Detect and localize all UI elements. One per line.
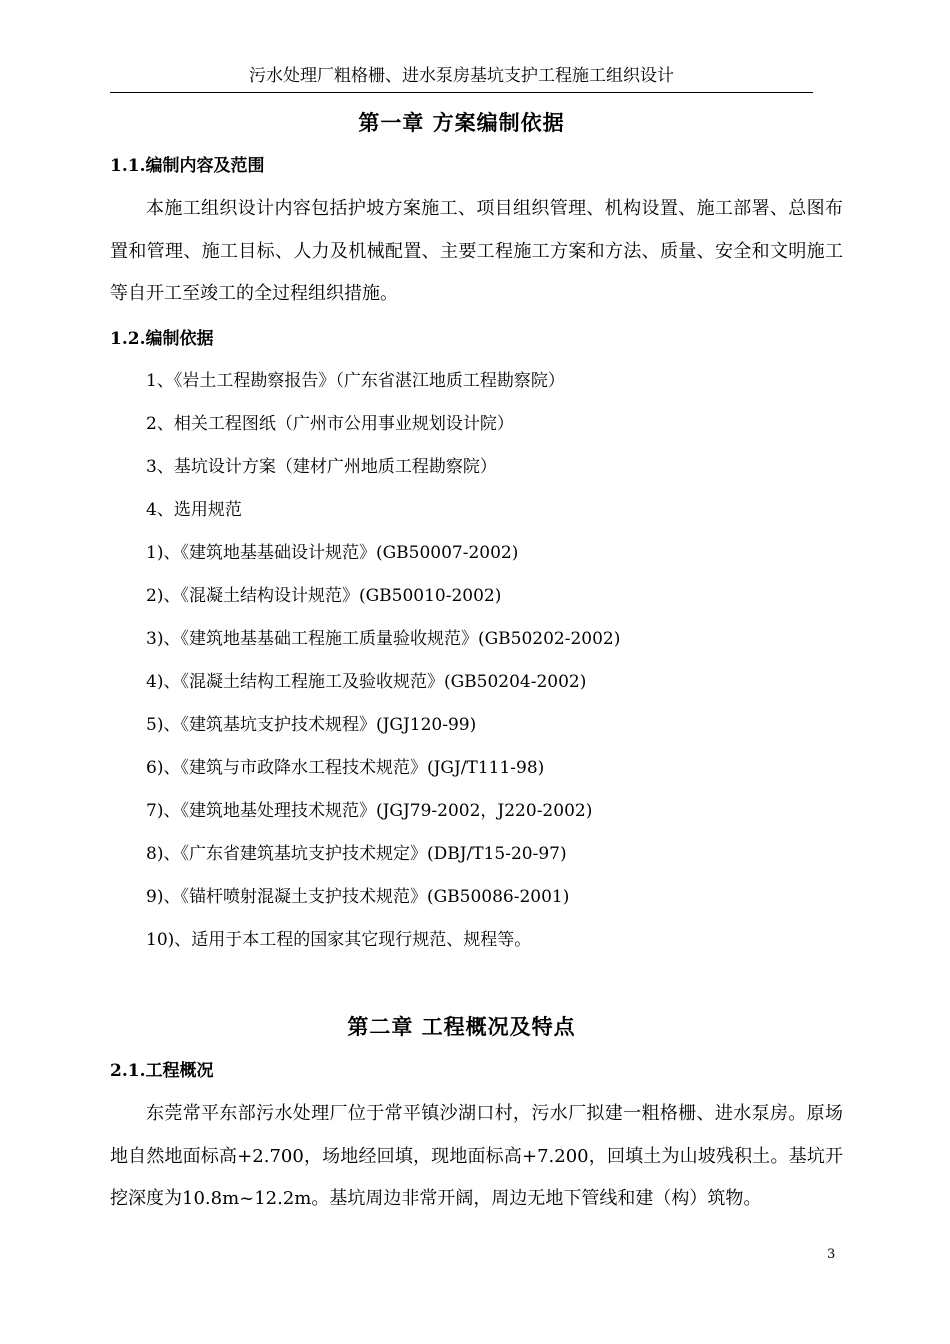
section-1-2-title: 1.2.编制依据	[110, 329, 214, 349]
basis-list-item: 3、基坑设计方案（建材广州地质工程勘察院）	[146, 457, 497, 477]
basis-list-item: 3)、《建筑地基基础工程施工质量验收规范》(GB50202-2002)	[146, 629, 621, 649]
section-1-1-title: 1.1.编制内容及范围	[110, 156, 265, 176]
basis-list-item: 1、《岩土工程勘察报告》（广东省湛江地质工程勘察院）	[146, 371, 565, 391]
basis-list-item: 2)、《混凝土结构设计规范》(GB50010-2002)	[146, 586, 502, 606]
section-1-1-paragraph: 本施工组织设计内容包括护坡方案施工、项目组织管理、机构设置、施工部署、总图布置和管理、施工目标、人力及机械配置、主要工程施工方案和方法、质量、安全和文明施工等自开工至竣工的全过程组织措施。	[110, 198, 843, 304]
basis-list-item: 4)、《混凝土结构工程施工及验收规范》(GB50204-2002)	[146, 672, 587, 692]
chapter-1-title: 第一章 方案编制依据	[358, 110, 565, 135]
page-number: 3	[827, 1247, 836, 1262]
basis-list-item: 9)、《锚杆喷射混凝土支护技术规范》(GB50086-2001)	[146, 887, 570, 907]
basis-list-item: 1)、《建筑地基基础设计规范》(GB50007-2002)	[146, 543, 519, 563]
chapter-2-title: 第二章 工程概况及特点	[347, 1014, 576, 1039]
header-rule	[110, 92, 813, 93]
page-header: 污水处理厂粗格栅、进水泵房基坑支护工程施工组织设计	[249, 66, 674, 86]
basis-list-item: 2、相关工程图纸（广州市公用事业规划设计院）	[146, 414, 514, 434]
section-2-1-title: 2.1.工程概况	[110, 1061, 214, 1081]
basis-list-item: 4、选用规范	[146, 500, 242, 520]
section-2-1-paragraph: 东莞常平东部污水处理厂位于常平镇沙湖口村，污水厂拟建一粗格栅、进水泵房。原场地自然地面标高+2.700，场地经回填，现地面标高+7.200，回填土为山坡残积土。基坑开挖深度为10.8m~12.2m。基坑周边非常开阔，周边无地下管线和建（构）筑物。	[110, 1103, 843, 1209]
basis-list-item: 8)、《广东省建筑基坑支护技术规定》(DBJ/T15-20-97)	[146, 844, 567, 864]
basis-list-item: 7)、《建筑地基处理技术规范》(JGJ79-2002，J220-2002)	[146, 801, 593, 821]
basis-list-item: 10)、适用于本工程的国家其它现行规范、规程等。	[146, 930, 532, 950]
basis-list-item: 5)、《建筑基坑支护技术规程》(JGJ120-99)	[146, 715, 477, 735]
basis-list-item: 6)、《建筑与市政降水工程技术规范》(JGJ/T111-98)	[146, 758, 545, 778]
